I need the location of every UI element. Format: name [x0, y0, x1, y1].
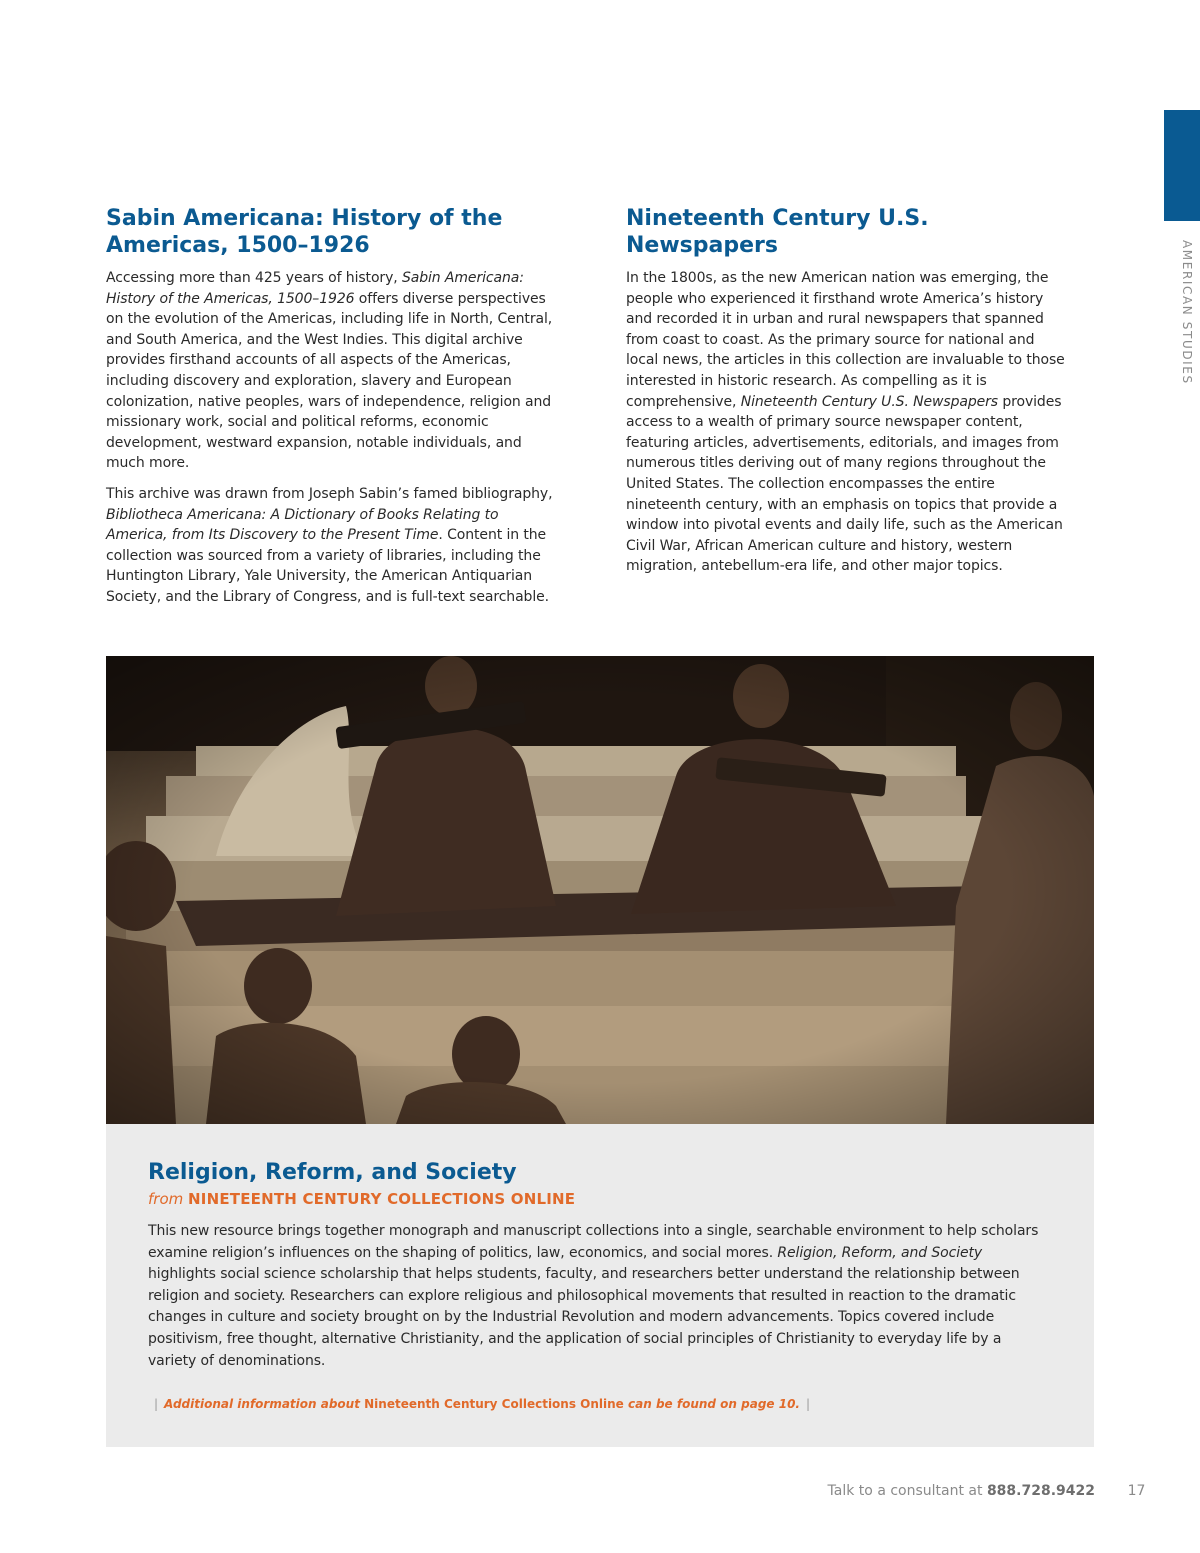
newspapers-text: In the 1800s, as the new American nation was emerging, the people who experienced it firsthand wrote America’s history and recorded it in urban and rural newspapers that spanned from coast to coast. As the primary source for national and local news, the articles in this collection are invaluable to those interested in historic research. As compelling as it is comprehensive, [626, 270, 1065, 410]
newspapers-title: Nineteenth Century U.S. Newspapers [626, 206, 929, 258]
sabin-p2-text-cont: . Content in the collection was sourced from a variety of libraries, including the Huntington Library, Yale University, the American Antiquarian Society, and the Library of Congress, and is full-text searchable. [106, 527, 550, 605]
feature-text: This new resource brings together monograph and manuscript collections into a single, searchable environment to help scholars examine religion’s influences on the shaping of politics, law, economics, and social mores. [148, 1223, 1039, 1261]
feature-text-cont: highlights social science scholarship that helps students, faculty, and researchers better understand the relationship between religion and society. Researchers can explore religious and philosophical movements that resulted in reaction to the dramatic changes in culture and society brought on by the Industrial Revolution and modern advancements. Topics covered include positivism, free thought, alternative Christianity, and the application of social principles of Christianity to everyday life by a variety of denominations. [148, 1266, 1020, 1369]
note-collection: Nineteenth Century Collections Online [364, 1397, 624, 1411]
sabin-article [106, 205, 558, 618]
feature-title-ref: Religion, Reform, and Society [777, 1244, 983, 1261]
sabin-paragraph-2 [106, 484, 558, 608]
cross-reference-note [148, 1397, 816, 1411]
sabin-paragraph-1 [106, 268, 558, 474]
phone-number: 888.728.9422 [986, 1483, 1095, 1499]
note-separator-right: | [806, 1397, 811, 1411]
sabin-p1-text: Accessing more than 425 years of history, [106, 270, 402, 286]
feature-title: Religion, Reform, and Society [148, 1160, 517, 1185]
sabin-p1-title: Sabin Americana: History of the Americas, 1500–1926 [106, 270, 524, 307]
section-color-tab [1164, 110, 1200, 221]
note-text-1: Additional information about [164, 1397, 360, 1411]
newspapers-text-cont: provides access to a wealth of primary source newspaper content, featuring articles, advertisements, editorials, and images from numerous titles deriving out of many regions throughout the United States. The collection encompasses the entire nineteenth century, with an emphasis on topics that provide a window into pivotal events and daily life, such as the American Civil War, African American culture and history, western migration, antebellum-era life, and other major topics. [626, 393, 1063, 575]
note-text-2: can be found on page 10. [628, 1397, 800, 1411]
newspapers-title-ref: Nineteenth Century U.S. Newspapers [740, 393, 998, 410]
newspapers-article [626, 205, 1066, 587]
footer-text: Talk to a consultant at [827, 1483, 983, 1499]
consultant-footer [780, 1483, 1095, 1499]
feature-panel [106, 1124, 1094, 1447]
collection-name: NINETEENTH CENTURY COLLECTIONS ONLINE [188, 1190, 576, 1208]
sabin-p2-title: Bibliotheca Americana: A Dictionary of Books Relating to America, from Its Discovery to the Present Time [106, 506, 499, 544]
newspapers-paragraph [626, 268, 1066, 577]
feature-paragraph [148, 1221, 1053, 1372]
page-number: 17 [1127, 1483, 1146, 1499]
monks-photograph [106, 656, 1094, 1124]
sabin-title: Sabin Americana: History of the Americas, 1500–1926 [106, 206, 503, 258]
from-word: from [148, 1190, 184, 1208]
sabin-p1-text-cont: offers diverse perspectives on the evolution of the Americas, including life in North, Central, and South America, and the West Indies. This digital archive provides firsthand accounts of all aspects of the Americas, including discovery and exploration, slavery and European colonization, native peoples, wars of independence, religion and missionary work, social and political reforms, economic development, westward expansion, notable individuals, and much more. [106, 290, 553, 472]
note-separator-left: | [154, 1397, 159, 1411]
feature-source [148, 1189, 1053, 1209]
sabin-p2-text: This archive was drawn from Joseph Sabin’s famed bibliography, [106, 485, 553, 502]
section-label: AMERICAN STUDIES [1180, 240, 1194, 385]
